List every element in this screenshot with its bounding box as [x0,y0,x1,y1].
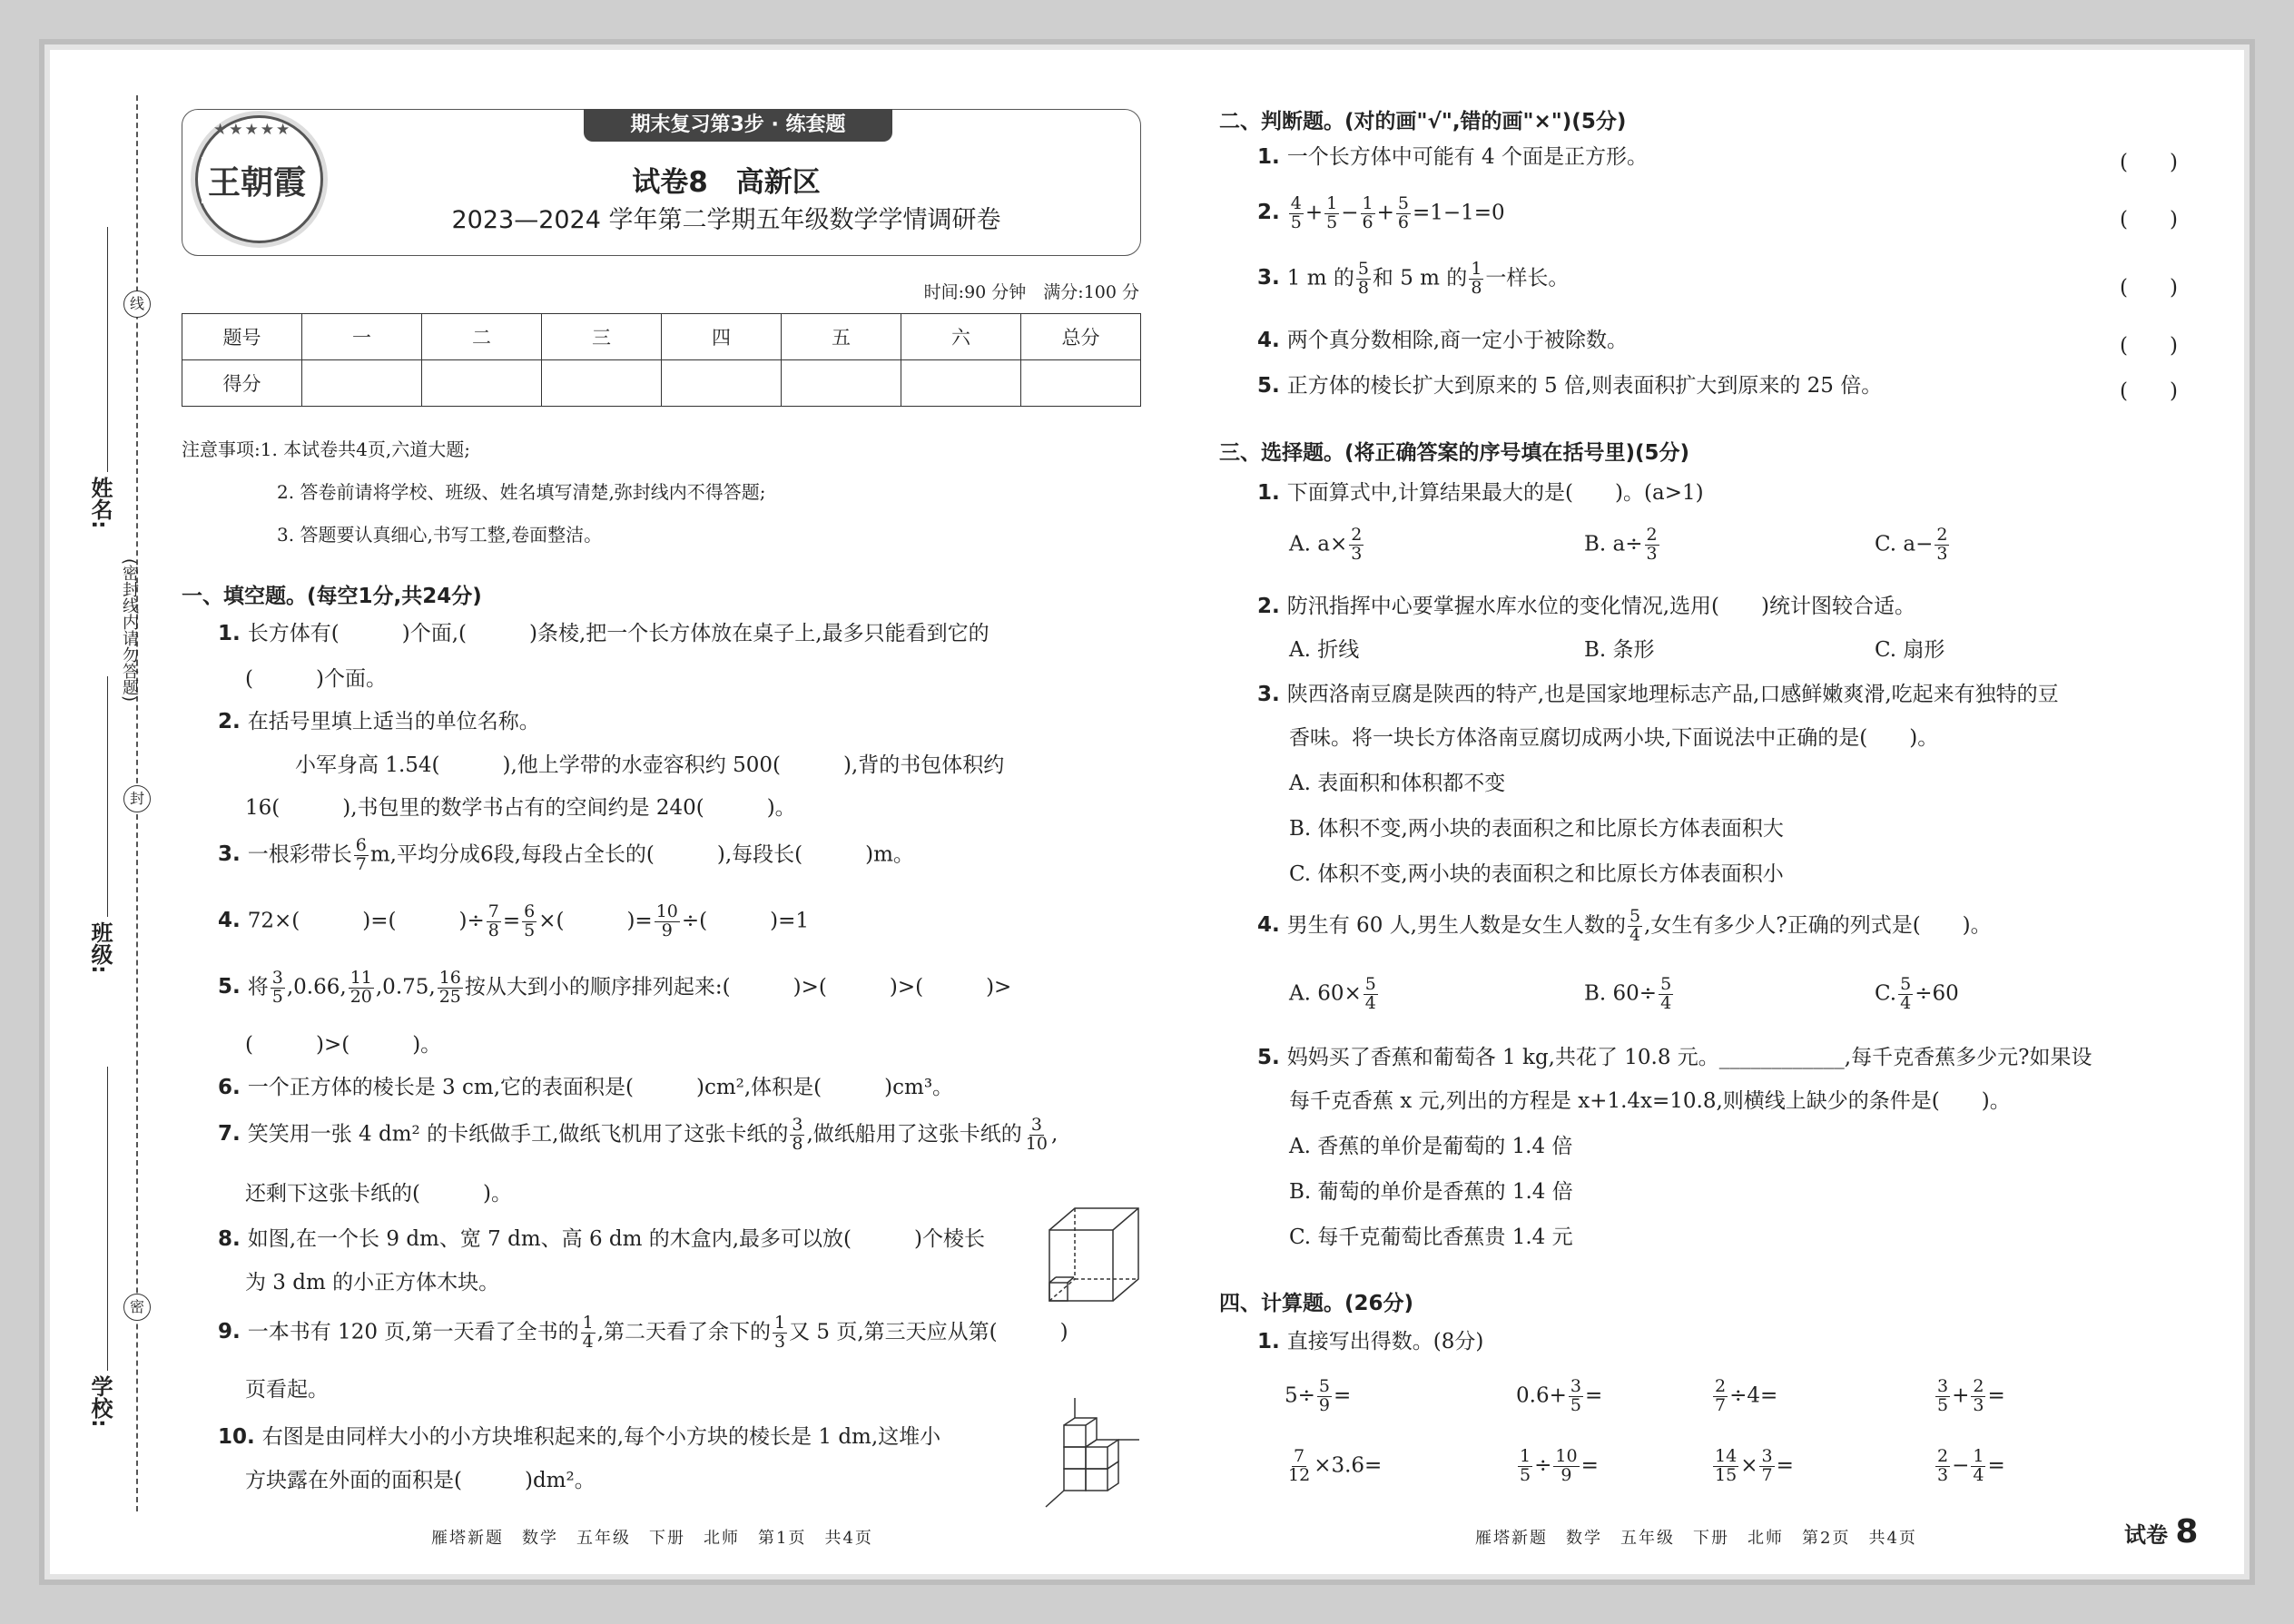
score-cell[interactable] [422,360,542,407]
s3-q1-opt-a[interactable]: A. a× $\frac{2}{3}$ [1289,525,1363,564]
s2-q4-answer[interactable]: ( ) [2120,334,2178,358]
seal-mark-feng: 封 [123,785,151,812]
cube-stack-diagram [1044,1398,1144,1511]
s3-q4-opt-b[interactable]: B. 60÷ $\frac{5}{4}$ [1584,974,1672,1013]
s3-q1-opt-c[interactable]: C. a− $\frac{2}{3}$ [1875,525,1948,564]
score-header-cell: 题号 [182,314,302,360]
seal-mark-mi: 密 [123,1294,151,1321]
s1-q10-cont: 方块露在外面的面积是( )dm²。 [245,1469,596,1492]
calc-3: $\frac{2}{7}$ ÷4= [1715,1376,1778,1415]
calc-1: 5÷ $\frac{5}{9}$ = [1285,1376,1352,1415]
s3-q2-opt-a[interactable]: A. 折线 [1289,638,1360,662]
banner: 期末复习第3步 · 练套题 [584,109,892,142]
exam-sheet [50,50,2244,1574]
score-header-cell: 四 [662,314,782,360]
s2-q2-answer[interactable]: ( ) [2120,208,2178,231]
s3-q4-opt-c[interactable]: C. $\frac{5}{4}$ ÷60 [1875,974,1959,1013]
s3-q2-opt-c[interactable]: C. 扇形 [1875,638,1945,662]
score-cell[interactable] [1021,360,1141,407]
s1-q8-cont: 为 3 dm 的小正方体木块。 [245,1271,500,1294]
section-2-title: 二、判断题。(对的画"√",错的画"×")(5分) [1219,110,1627,133]
calc-5: $\frac{7}{12}$ ×3.6= [1288,1446,1383,1485]
section-3-title: 三、选择题。(将正确答案的序号填在括号里)(5分) [1219,441,1690,465]
s3-q3-opt-b[interactable]: B. 体积不变,两小块的表面积之和比原长方体表面积大 [1289,817,1784,841]
time-info: 时间:90 分钟 满分:100 分 [923,282,1139,302]
score-header-cell: 总分 [1021,314,1141,360]
school-label: 学校: [87,1375,113,1428]
s1-q5: 5. 将 $\frac{3}{5}$ ,0.66, $\frac{11}{20}$ ,0.75, $\frac{16}{25}$ 按从大到小的顺序排列起来:( )>( )>( )> [218,968,1012,1007]
score-value-row [182,360,1141,407]
score-header-cell: 六 [901,314,1021,360]
box-diagram [1044,1203,1144,1307]
note-3: 3. 答题要认真细心,书写工整,卷面整洁。 [277,524,603,546]
s2-q3: 3. 1 m 的 $\frac{5}{8}$ 和 5 m 的 $\frac{1}{8}$ 一样长。 [1257,259,1570,298]
s1-q1: 1. 长方体有( )个面,( )条棱,把一个长方体放在桌子上,最多只能看到它的 [218,622,989,645]
score-row-label: 得分 [182,360,302,407]
s3-q2: 2. 防汛指挥中心要掌握水库水位的变化情况,选用( )统计图较合适。 [1257,595,1916,618]
s2-q5: 5. 正方体的棱长扩大到原来的 5 倍,则表面积扩大到原来的 25 倍。 [1257,374,1883,398]
s1-q5-cont: ( )>( )。 [245,1033,442,1057]
s2-q4: 4. 两个真分数相除,商一定小于被除数。 [1257,329,1629,352]
s4-q1: 1. 直接写出得数。(8分) [1257,1330,1484,1353]
s3-q1-opt-b[interactable]: B. a÷ $\frac{2}{3}$ [1584,525,1658,564]
s1-q3: 3. 一根彩带长 $\frac{6}{7}$ m,平均分成6段,每段占全长的( ),每段长( )m。 [218,835,914,874]
s1-q2: 2. 在括号里填上适当的单位名称。 [218,710,540,733]
footer-right: 雁塔新题 数学 五年级 下册 北师 第2页 共4页 [1475,1529,1917,1548]
name-label: 姓名: [87,477,113,529]
class-label: 班级: [87,921,113,974]
calc-2: 0.6+ $\frac{3}{5}$ = [1516,1376,1603,1415]
s2-q5-answer[interactable]: ( ) [2120,379,2178,403]
calc-6: $\frac{1}{5}$ ÷ $\frac{10}{9}$ = [1520,1446,1599,1485]
s1-q9: 9. 一本书有 120 页,第一天看了全书的 $\frac{1}{4}$ ,第二天看了余下的 $\frac{1}{3}$ 又 5 页,第三天应从第( ) [218,1313,1068,1352]
score-cell[interactable] [542,360,662,407]
s1-q1-cont: ( )个面。 [245,667,387,691]
s2-q3-answer[interactable]: ( ) [2120,276,2178,300]
score-header-cell: 二 [422,314,542,360]
s1-q8: 8. 如图,在一个长 9 dm、宽 7 dm、高 6 dm 的木盒内,最多可以放( )个棱长 [218,1227,985,1251]
class-field[interactable] [107,676,108,917]
s3-q5-opt-a[interactable]: A. 香蕉的单价是葡萄的 1.4 倍 [1289,1135,1573,1158]
paper-subtitle: 2023—2024 学年第二学期五年级数学学情调研卷 [451,206,1001,234]
score-cell[interactable] [782,360,901,407]
score-cell[interactable] [662,360,782,407]
score-header-cell: 一 [302,314,422,360]
calc-7: $\frac{14}{15}$ × $\frac{3}{7}$ = [1715,1446,1794,1485]
s1-q10: 10. 右图是由同样大小的小方块堆积起来的,每个小方块的棱长是 1 dm,这堆小 [218,1425,941,1449]
score-cell[interactable] [901,360,1021,407]
school-field[interactable] [107,1067,108,1371]
s3-q5-cont: 每千克香蕉 x 元,列出的方程是 x+1.4x=10.8,则横线上缺少的条件是( )。 [1289,1089,2011,1113]
score-cell[interactable] [302,360,422,407]
s2-q1: 1. 一个长方体中可能有 4 个面是正方形。 [1257,145,1649,169]
footer-left: 雁塔新题 数学 五年级 下册 北师 第1页 共4页 [431,1529,873,1548]
s1-q7: 7. 笑笑用一张 4 dm² 的卡纸做手工,做纸飞机用了这张卡纸的 $\frac{3}{8}$ ,做纸船用了这张卡纸的 $\frac{3}{10}$ , [218,1115,1058,1154]
s3-q3: 3. 陕西洛南豆腐是陕西的特产,也是国家地理标志产品,口感鲜嫩爽滑,吃起来有独特的豆 [1257,683,2059,706]
note-2: 2. 答卷前请将学校、班级、姓名填写清楚,弥封线内不得答题; [277,481,766,503]
s1-q7-cont: 还剩下这张卡纸的( )。 [245,1182,512,1206]
paper-badge [2124,1513,2198,1550]
s3-q5-opt-c[interactable]: C. 每千克葡萄比香蕉贵 1.4 元 [1289,1225,1573,1249]
s2-q1-answer[interactable]: ( ) [2120,151,2178,174]
paper-badge-label: 试卷 [2124,1522,2168,1548]
s3-q5-opt-b[interactable]: B. 葡萄的单价是香蕉的 1.4 倍 [1289,1180,1573,1204]
s1-q4: 4. 72×( )=( )÷ $\frac{7}{8}$ = $\frac{6}{5}$ ×( )= $\frac{10}{9}$ ÷( )=1 [218,901,810,940]
s3-q4: 4. 男生有 60 人,男生人数是女生人数的 $\frac{5}{4}$ ,女生有多少人?正确的列式是( )。 [1257,906,1992,945]
paper-title: 试卷8 高新区 [632,166,821,199]
s1-q2-c: 16( ),书包里的数学书占有的空间约是 240( )。 [245,796,796,820]
seal-mark-xian: 线 [123,290,151,318]
paper-badge-number: 8 [2175,1513,2199,1550]
s3-q3-opt-a[interactable]: A. 表面积和体积都不变 [1289,772,1506,795]
s3-q1: 1. 下面算式中,计算结果最大的是( )。(a>1) [1257,481,1704,505]
section-1-title: 一、填空题。(每空1分,共24分) [182,585,482,608]
s2-q2: 2. $\frac{4}{5}$ + $\frac{1}{5}$ − $\frac{1}{6}$ + $\frac{5}{6}$ =1−1=0 [1257,193,1505,232]
s3-q3-cont: 香味。将一块长方体洛南豆腐切成两小块,下面说法中正确的是( )。 [1289,726,1939,750]
s1-q9-cont: 页看起。 [245,1378,329,1402]
s3-q2-opt-b[interactable]: B. 条形 [1584,638,1655,662]
score-header-cell: 五 [782,314,901,360]
note-1: 注意事项:1. 本试卷共4页,六道大题; [182,438,470,460]
logo-stars: ★★★★★ [213,121,292,139]
calc-4: $\frac{3}{5}$ + $\frac{2}{3}$ = [1937,1376,2005,1415]
s3-q3-opt-c[interactable]: C. 体积不变,两小块的表面积之和比原长方体表面积小 [1289,862,1784,886]
s1-q6: 6. 一个正方体的棱长是 3 cm,它的表面积是( )cm²,体积是( )cm³。 [218,1076,954,1099]
name-field[interactable] [107,227,108,472]
section-4-title: 四、计算题。(26分) [1219,1292,1414,1315]
s3-q5: 5. 妈妈买了香蕉和葡萄各 1 kg,共花了 10.8 元。____________,每千克香蕉多少元?如果设 [1257,1046,2092,1069]
s3-q4-opt-a[interactable]: A. 60× $\frac{5}{4}$ [1289,974,1376,1013]
logo-text: 王朝霞 [202,157,312,203]
no-answer-note: (密封线内请勿答题) [120,558,139,703]
score-header-cell: 三 [542,314,662,360]
score-header-row [182,314,1141,360]
score-table [182,313,1141,407]
calc-8: $\frac{2}{3}$ − $\frac{1}{4}$ = [1937,1446,2005,1485]
s1-q2-b: 小军身高 1.54( ),他上学带的水壶容积约 500( ),背的书包体积约 [295,753,1005,777]
